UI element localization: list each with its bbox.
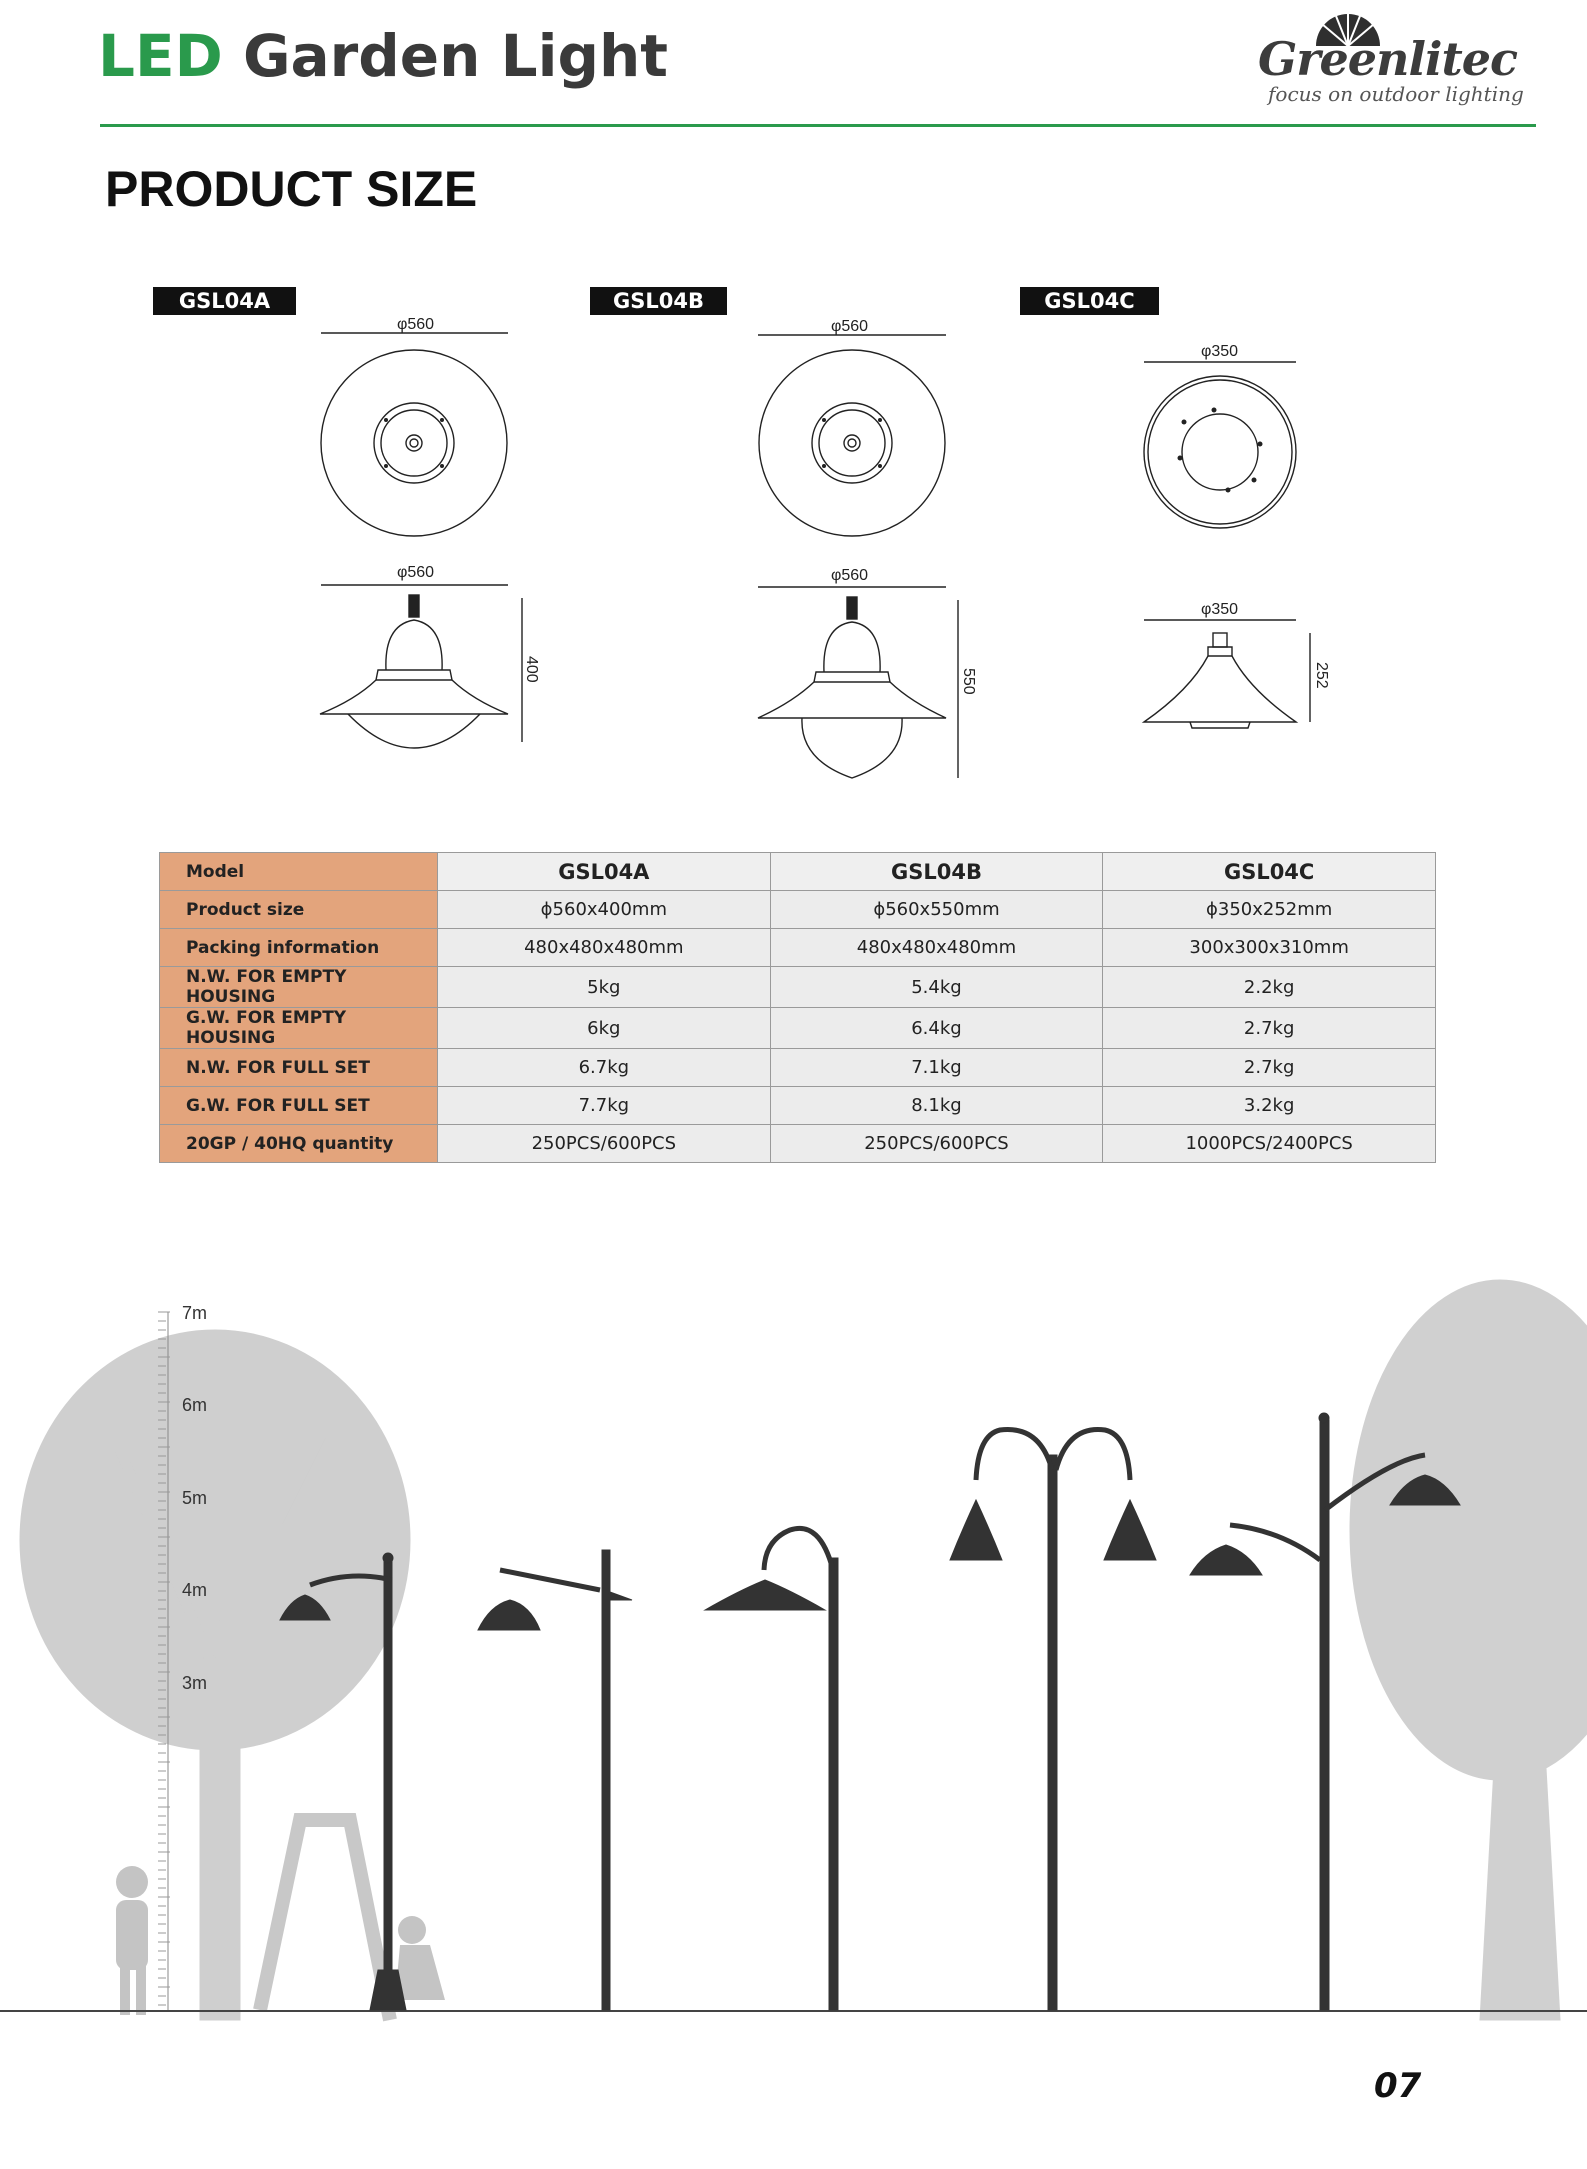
table-cell: 1000PCS/2400PCS [1103,1125,1436,1163]
table-row [160,1049,1436,1087]
dim-side-a: φ560 [397,564,435,581]
table-row [160,967,1436,1008]
row-label: G.W. FOR EMPTY HOUSING [160,1008,438,1049]
title-rest: Garden Light [242,22,668,90]
dim-height-a: 400 [523,656,540,683]
row-label: Packing information [160,929,438,967]
table-cell: 2.7kg [1103,1049,1436,1087]
technical-drawings [0,0,1587,800]
row-label: G.W. FOR FULL SET [160,1087,438,1125]
table-cell: 2.7kg [1103,1008,1436,1049]
table-cell: 6.7kg [438,1049,771,1087]
model-tag-b: GSL04B [590,287,727,315]
dim-top-a: φ560 [397,316,435,333]
ruler-label-6m: 6m [182,1395,208,1415]
table-cell: 7.1kg [770,1049,1103,1087]
table-row [160,891,1436,929]
table-cell: 5.4kg [770,967,1103,1008]
model-tag-c: GSL04C [1020,287,1159,315]
column-header: GSL04C [1103,853,1436,891]
title-led: LED [98,22,223,90]
ruler-label-5m: 5m [182,1488,208,1508]
table-cell: 3.2kg [1103,1087,1436,1125]
light-poles [280,1413,1460,2010]
dim-height-c: 252 [1313,662,1330,689]
table-cell: 250PCS/600PCS [438,1125,771,1163]
installation-scene [0,1240,1587,2120]
tree-right [1350,1280,1587,2020]
table-cell: 6kg [438,1008,771,1049]
brand-name: Greenlitec [1258,32,1517,86]
table-cell: 7.7kg [438,1087,771,1125]
dim-side-c: φ350 [1201,601,1239,618]
ruler-label-7m: 7m [182,1303,208,1323]
page-number: 07 [1374,2066,1422,2106]
table-cell: 480x480x480mm [770,929,1103,967]
row-label: Model [160,853,438,891]
table-row [160,929,1436,967]
tree-left [20,1330,410,2020]
table-cell: 480x480x480mm [438,929,771,967]
column-header: GSL04A [438,853,771,891]
spec-table [159,852,1436,1163]
table-cell: 8.1kg [770,1087,1103,1125]
model-tag-a: GSL04A [153,287,296,315]
table-cell: 250PCS/600PCS [770,1125,1103,1163]
slide-icon [260,1820,390,2020]
row-label: N.W. FOR FULL SET [160,1049,438,1087]
table-cell: 2.2kg [1103,967,1436,1008]
dim-side-b: φ560 [831,567,869,584]
table-cell: ϕ560x550mm [770,891,1103,929]
dim-top-c: φ350 [1201,343,1239,360]
table-cell: ϕ560x400mm [438,891,771,929]
table-cell: 6.4kg [770,1008,1103,1049]
dim-height-b: 550 [960,668,977,695]
table-row [160,1087,1436,1125]
table-cell: 300x300x310mm [1103,929,1436,967]
table-row [160,1008,1436,1049]
table-row [160,1125,1436,1163]
ruler-label-4m: 4m [182,1580,208,1600]
dim-top-b: φ560 [831,318,869,335]
table-header-row [160,853,1436,891]
column-header: GSL04B [770,853,1103,891]
ruler-label-3m: 3m [182,1673,208,1693]
section-title: PRODUCT SIZE [105,161,478,217]
table-cell: ϕ350x252mm [1103,891,1436,929]
row-label: N.W. FOR EMPTY HOUSING [160,967,438,1008]
brand-tagline: focus on outdoor lighting [1268,82,1524,106]
table-cell: 5kg [438,967,771,1008]
row-label: 20GP / 40HQ quantity [160,1125,438,1163]
row-label: Product size [160,891,438,929]
